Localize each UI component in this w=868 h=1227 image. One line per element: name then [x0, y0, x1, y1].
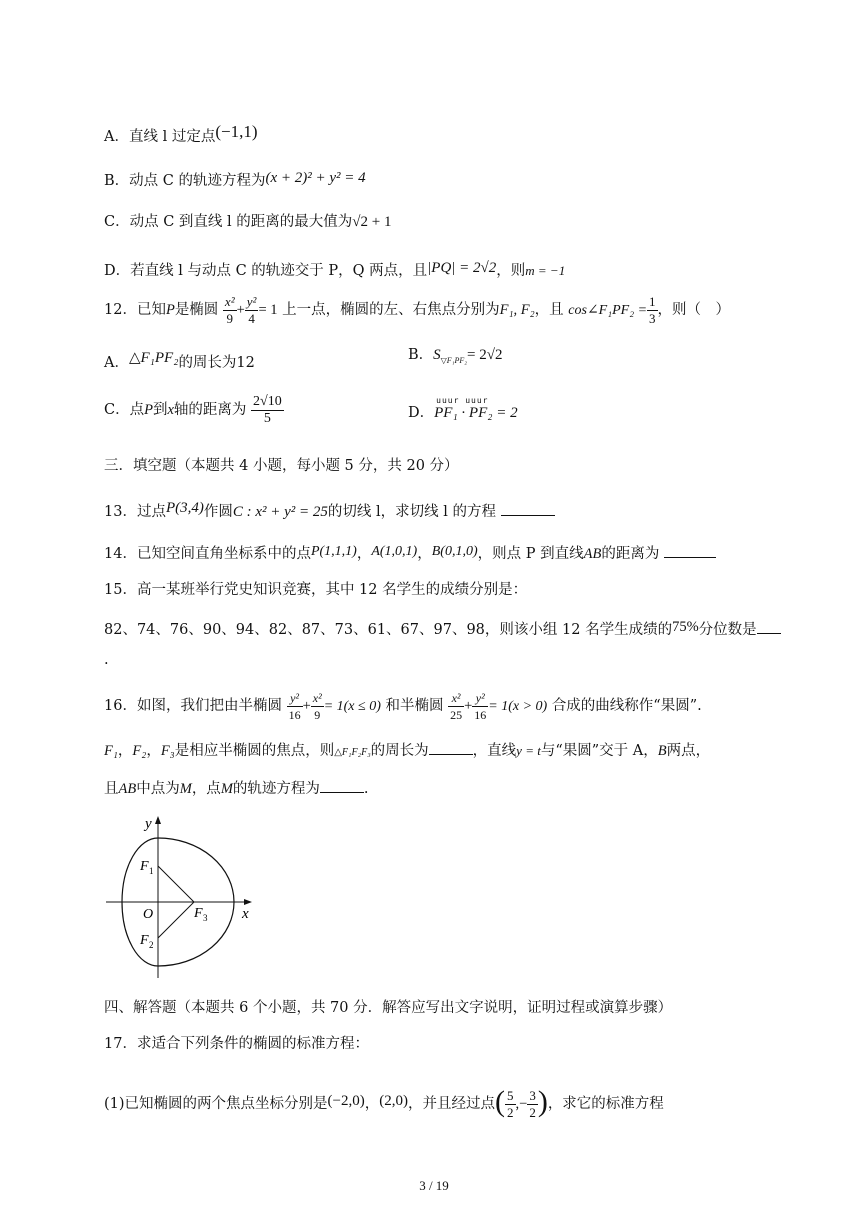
q16-end: .	[363, 781, 369, 797]
frac-denominator: 5	[263, 410, 271, 426]
q16-sep: ，	[117, 743, 133, 759]
q16-blank-2[interactable]	[320, 778, 364, 793]
frac-numerator: 2√10	[253, 393, 282, 409]
q16-sep: ，点	[191, 781, 221, 797]
q16-and2: 且	[104, 781, 119, 797]
q15-scores: 82、74、76、90、94、82、87、73、61、67、97、98，则该小组 12 名学生成绩的	[104, 622, 673, 638]
q14-text: ，则点 P 到直线	[477, 546, 584, 562]
q17-1-x-frac	[505, 1088, 516, 1121]
option-c-text: C．动点 C 到直线 l 的距离的最大值为	[104, 214, 353, 230]
q12c-frac	[251, 394, 284, 427]
q13-circle-label: 作圆	[203, 504, 233, 520]
q12b-value: = 2√2	[467, 347, 503, 363]
q16-e2-frac-x	[448, 690, 464, 723]
frac-denominator: 16	[474, 707, 487, 722]
q16-f2: F₂	[132, 743, 147, 759]
option-d	[104, 258, 565, 281]
q12-text-foci: 上一点，椭圆的左、右焦点分别为	[282, 302, 500, 318]
q17-1-focus-2: (2,0)	[379, 1093, 408, 1109]
q14-point-a: A(1,0,1)	[371, 544, 418, 559]
q14-point-b: B(0,1,0)	[431, 544, 478, 559]
q12b-area: S	[433, 347, 441, 363]
q12-point-p: P	[165, 302, 175, 318]
q14-sep: ，	[356, 546, 372, 562]
option-d-text: D．若直线 l 与动点 C 的轨迹交于 P，Q 两点，且	[104, 263, 428, 279]
q16-perimeter: 的周长为	[370, 743, 429, 759]
q12a-text: 的周长为12	[178, 355, 255, 371]
x-axis-arrow	[244, 899, 252, 905]
q17-1-through: ，并且经过点	[408, 1096, 495, 1112]
q13-number: 13．过点	[104, 504, 166, 520]
q12c-point: P	[144, 402, 153, 418]
q12c-to: 到	[152, 402, 168, 418]
x-axis-label: x	[242, 906, 249, 922]
q15-answer-blank[interactable]	[757, 619, 781, 634]
q17-1-y-frac	[527, 1088, 538, 1121]
frac-numerator: y²	[287, 690, 303, 707]
q16-triangle: △F₁F₂F₃	[334, 747, 371, 758]
frac-denominator: 16	[288, 707, 301, 722]
q16-mid-text: 中点为	[136, 781, 180, 797]
option-b	[104, 168, 366, 191]
option-a	[104, 122, 258, 147]
q15-line-1: 15．高一某班举行党史知识竞赛，其中 12 名学生的成绩分别是：	[104, 582, 528, 598]
origin-label: O	[143, 907, 154, 922]
q12d-equation: PF₁ · PF₂ = 2	[434, 405, 518, 421]
q12d-vector-marks: uuur uuur	[436, 396, 489, 405]
q16-line-eq: y = t	[516, 743, 541, 758]
q12-ellipse-rhs: = 1	[258, 302, 278, 318]
option-d-equation: |PQ| = 2√2	[427, 260, 497, 276]
q12-number: 12．已知	[104, 302, 166, 318]
question-12: 12．已知P是椭圆 $\frac{\text{x²}}{9}$ + $\frac{\text{y²}}{4}$ = 1 上一点，椭圆的左、右焦点分别为F₁, F₂，且 cos∠F₁PF₂ = $\frac{1}{3}$ ，则（ ）	[104, 293, 731, 326]
f2-subscript: 2	[149, 940, 154, 950]
q16-point-b: B	[657, 743, 667, 759]
option-d-then: ，则	[496, 263, 526, 279]
q14-point-p: P(1,1,1)	[310, 544, 357, 559]
q12-foci: F₁, F₂	[499, 302, 535, 318]
frac-numerator: 1	[649, 293, 656, 309]
q16-e2-frac-y	[472, 690, 488, 723]
q12d-label: D．	[408, 405, 435, 421]
f2-label: F	[140, 933, 149, 948]
q14-line-ab: AB	[583, 546, 602, 562]
q12d-vectors	[434, 396, 518, 424]
q12b-label: B．	[408, 347, 434, 363]
q13-answer-blank[interactable]	[501, 501, 555, 516]
frac-denominator: 4	[248, 310, 255, 326]
frac-numerator: y²	[246, 293, 257, 309]
y-axis-arrow	[155, 816, 161, 824]
option-b-equation: (x + 2)² + y² = 4	[265, 170, 366, 186]
q16-f1: F₁	[104, 743, 118, 759]
q16-e1-rhs: = 1(x ≤ 0)	[323, 699, 381, 714]
q14-answer-blank[interactable]	[664, 543, 716, 558]
q12-option-c	[104, 390, 284, 430]
frac-denominator: 9	[226, 310, 233, 326]
option-a-text: A．直线 l 过定点	[104, 129, 216, 145]
q16-number: 16．如图，我们把由半椭圆	[104, 698, 282, 714]
q12-ellipse-label: 是椭圆	[174, 302, 219, 318]
option-d-m-value: m = −1	[525, 263, 566, 278]
q12c-label: C．点	[104, 402, 145, 418]
q17-1-sep: ，	[364, 1096, 380, 1112]
question-13	[104, 498, 555, 522]
q16-f3: F₃	[160, 743, 175, 759]
q12-option-b	[408, 345, 502, 371]
q12a-triangle: △F₁PF₂	[128, 350, 179, 366]
q15-period: .	[104, 652, 109, 668]
q16-blank-1[interactable]	[429, 740, 473, 755]
q17-1-end: ，求它的标准方程	[547, 1096, 664, 1112]
q17-1-focus-1: (−2,0)	[327, 1093, 365, 1109]
frac-numerator: x²	[448, 690, 464, 707]
question-14	[104, 542, 716, 564]
q16-text-intersect: 与“果圆”交于 A，	[540, 743, 658, 759]
q16-line-2-end: 两点，	[666, 743, 711, 759]
q15-percentile: 75%	[672, 619, 699, 635]
q16-text: 是相应半椭圆的焦点，则	[174, 743, 335, 759]
q13-end: 的切线 l，求切线 l 的方程	[327, 504, 497, 520]
frac-denominator: 3	[649, 310, 656, 326]
f3-label: F	[194, 906, 203, 921]
q16-m: M	[220, 781, 233, 797]
q16-m: M	[179, 781, 192, 797]
frac-denominator: 2	[507, 1104, 514, 1120]
q16-e2-rhs: = 1(x > 0)	[488, 699, 548, 714]
q12-option-d	[408, 396, 518, 424]
f1-label: F	[140, 859, 149, 874]
f3-subscript: 3	[203, 913, 208, 923]
q16-ab: AB	[118, 781, 137, 797]
option-c-value: √2 + 1	[352, 214, 392, 230]
q17-part-1: (1)已知椭圆的两个焦点坐标分别是(−2,0)，(2,0)，并且经过点( $\frac{5}{2}$ ,− $\frac{3}{2}$ )，求它的标准方程	[104, 1085, 664, 1120]
q12-frac-y	[245, 294, 259, 327]
question-17: 17．求适合下列条件的椭圆的标准方程：	[104, 1036, 369, 1052]
q12-frac-x	[223, 294, 237, 327]
q12a-label: A．	[104, 355, 129, 371]
q12-cos-frac	[647, 294, 658, 327]
q17-1-text: (1)已知椭圆的两个焦点坐标分别是	[104, 1096, 328, 1112]
frac-denominator: 25	[450, 707, 463, 722]
q16-and: 和半椭圆	[385, 698, 444, 714]
q12-and: ，且	[534, 302, 564, 318]
frac-numerator: x²	[224, 293, 235, 309]
frac-numerator: 3	[529, 1087, 536, 1103]
q14-end: 的距离为	[601, 546, 660, 562]
frac-denominator: 2	[529, 1104, 536, 1120]
q16-line-2	[104, 740, 710, 763]
q16-line-1-end: 合成的曲线称作“果圆”.	[551, 698, 702, 714]
q12-end: ，则（ ）	[657, 302, 731, 318]
q16-sep: ，	[146, 743, 161, 759]
fruit-ellipse-figure	[100, 810, 260, 982]
q16-e1-frac-y	[287, 690, 303, 723]
q16-locus-text: 的轨迹方程为	[232, 781, 320, 797]
f1-subscript: 1	[149, 866, 154, 876]
section-3-title: 三．填空题（本题共 4 小题，每小题 5 分，共 20 分）	[104, 458, 459, 474]
frac-numerator: y²	[472, 690, 488, 707]
q15-text: 分位数是	[698, 622, 757, 638]
option-b-text: B．动点 C 的轨迹方程为	[104, 173, 266, 189]
q12-cos: cos∠F₁PF₂ =	[568, 303, 648, 318]
q15-line-2	[104, 617, 781, 640]
q14-sep: ，	[417, 546, 432, 562]
option-a-point: (−1,1)	[215, 122, 258, 141]
frac-numerator: 5	[507, 1087, 514, 1103]
q12c-x: x	[167, 402, 174, 418]
q12-option-a	[104, 348, 255, 373]
q13-point: P(3,4)	[165, 500, 204, 516]
q13-circle: C : x² + y² = 25	[232, 504, 328, 520]
q16-line-1: 16．如图，我们把由半椭圆 $\frac{\text{y²}}{16}$ + $\frac{\text{x²}}{9}$ = 1(x ≤ 0) 和半椭圆 $\frac{\text{x²}}{25}$ + $\frac{\text{y²}}{16}$ = 1(x > 0) 合成的曲线称作“果圆”.	[104, 690, 702, 722]
q14-number: 14．已知空间直角坐标系中的点	[104, 546, 311, 562]
q16-line-3	[104, 778, 369, 799]
frac-numerator: x²	[312, 690, 322, 705]
q12c-text: 轴的距离为	[173, 402, 247, 418]
frac-denominator: 9	[314, 707, 321, 722]
q12b-subscript: ▽F₁PF₂	[440, 355, 468, 365]
q16-text-line: ，直线	[472, 743, 517, 759]
section-4-title: 四、解答题（本题共 6 个小题，共 70 分．解答应写出文字说明，证明过程或演算步骤）	[104, 1000, 673, 1016]
page-number: 3 / 19	[419, 1178, 449, 1193]
q16-e1-frac-x	[311, 690, 324, 723]
option-c	[104, 212, 391, 232]
y-axis-label: y	[145, 816, 152, 832]
